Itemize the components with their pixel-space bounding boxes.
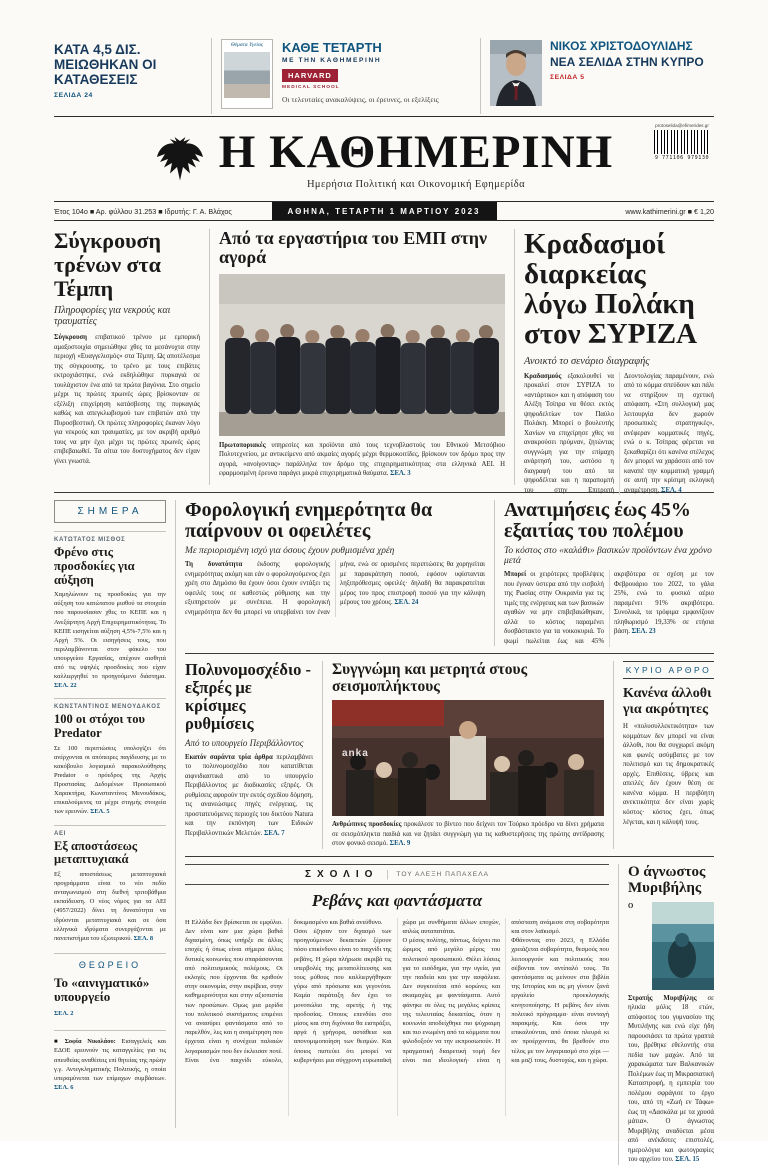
prices-body: Μπορεί οι χειρότερες προβλέψεις που έγιναν ύστερα από την εισβολή της Ρωσίας στην Ουκρανία για τις τιμές της ενέργειας και των βασικών αγαθών να μην επιβεβαιώθηκαν, αλλά το κόστος παραμένει δυσβάστακτο για τα νοικοκυριά. Το ψωμί πωλείται έως και 45% ακριβότερα σε σχέση με τον Φεβρουάριο του 2022, το γάλα 25%, ενώ το φυσικό αέριο παραμένει 91% ακριβότερο. Συνολικά, τα τρόφιμα εμφανίζουν πληθωρισμό 19,33% σε ετήσια βάση. ΣΕΛ. 23 xyxy=(504,571,714,645)
promo-deposits-page: ΣΕΛΙΔΑ 24 xyxy=(54,92,93,100)
sidebar-brief-nikolaou xyxy=(54,1030,166,1092)
simera-sidebar xyxy=(54,500,166,1128)
quake-caption: Ανθρώπινες προσδοκίες προκάλεσε το βίντεο που δείχνει τον Τούρκο πρόεδρο να δίνει χρήματα σε σεισμόπληκτα παιδιά και να ζητάει συγγνώμη για τις καθυστερήσεις της πρώτης αντίδρασης στον φονικό σεισμό. ΣΕΛ. 9 xyxy=(332,821,604,848)
promo-christodoulides-name: ΝΙΚΟΣ ΧΡΙΣΤΟΔΟΥΛΙΔΗΣ xyxy=(550,39,693,53)
divider xyxy=(175,500,176,1128)
polakis-page-ref: ΣΕΛ. 4 xyxy=(661,486,682,494)
insert-cover-image xyxy=(224,52,270,98)
emp-page-ref: ΣΕΛ. 3 xyxy=(390,470,411,478)
page-ref: ΣΕΛ. 24 xyxy=(394,599,419,607)
prices-subhead: Το κόστος στο «καλάθι» βασικών προϊόντων ένα χρόνο μετά xyxy=(504,546,712,567)
harvard-badge: HARVARD xyxy=(282,69,338,82)
editorial xyxy=(623,661,714,849)
commentary-byline: ΤΟΥ ΑΛΕΞΗ ΠΑΠΑΧΕΛΑ xyxy=(396,870,489,878)
myrivilis-body: Ο Στρατής Μυριβήλης σε ηλικία μόλις 18 ετών, απόφοιτος του γυμνασίου της Μυτιλήνης και ενώ είχε ήδη παρουσιάσει τα πρώτα γραπτά του, βρέθηκε εθελοντής στα πεδία των μαχών. Από τα χαρακώματα των Βαλκανικών Πολέμων έως τη Μικρασιατική Καταστροφή, η εμπειρία του πολέμου σφράγισε το έργο του, από τη «Ζωή εν Τάφω» έως τη «Δασκάλα με τα χρυσά μάτια». Ο άγνωστος Μυριβήλης αναδύεται μέσα από ανέκδοτες επιστολές, ημερολόγια και φωτογραφίες του αρχείου του. ΣΕΛ. 15 xyxy=(628,902,714,1164)
promo-christodoulides-title: ΝΕΑ ΣΕΛΙΔΑ ΣΤΗΝ ΚΥΠΡΟ xyxy=(550,54,704,69)
promo-christodoulides-page: ΣΕΛΙΔΑ 5 xyxy=(550,73,585,81)
divider xyxy=(514,229,515,485)
top-promo-strip xyxy=(54,38,714,114)
band-economy xyxy=(185,500,714,646)
barcode-block xyxy=(650,123,714,161)
divider xyxy=(613,661,614,849)
tempi-headline: Σύγκρουση τρένων στα Τέμπη xyxy=(54,228,161,301)
commentary-label: ΣΧΟΛΙΟ xyxy=(304,868,379,880)
page-ref: ΣΕΛ. 8 xyxy=(133,934,154,942)
masthead-text xyxy=(218,125,614,190)
insert-title: Θέματα Υγείας xyxy=(230,42,264,48)
barcode-note: protoselida@efimerides.gr xyxy=(655,123,709,128)
eagle-logo xyxy=(155,134,205,184)
article-tax-clearance xyxy=(185,500,485,646)
quake-photo-wrap xyxy=(332,700,604,816)
editorial-headline: Κανένα άλλοθι για ακρότητες xyxy=(623,686,712,717)
commentary-body: Η Ελλάδα δεν βρίσκεται σε εμφύλιο. Δεν είναι καν μια χώρα βαθιά διχασμένη, όπως υπήρξε σε άλλες εποχές ή όπως είναι σήμερα άλλες δυτικές κοινωνίες που σπαράσσονται από πολιτισμικούς πολέμους. Οι εκλογές που έρχονται θα κριθούν στην οικονομία, στην ακρίβεια, στην καθημερινότητα και στην αξιοπιστία των προσώπων. Ομως μια μερίδα του πολιτικού συστήματος επιμένει να ανασύρει φαντάσματα από το παρελθόν, λες και η αναμέτρηση που έρχεται είναι η συνέχεια παλαιών λογαριασμών που δεν έκλεισαν ποτέ. Είναι ένα παιχνίδι εύκολο, δοκιμασμένο και βαθιά ανεύθυνο. Οσοι έζησαν τον διχασμό των προηγούμενων δεκαετιών ξέρουν πόσο επικίνδυνο είναι το παιχνίδι της ρεβάνς. Η χώρα πλήρωσε ακριβά τις υπερβολές της μεταπολίτευσης και τους μύθους που καλλιεργήθηκαν γύρω από πρόσωπα και γεγονότα. Καμία παράταξη δεν έχει το μονοπώλιο της αρετής ή της προδοσίας. Οποιος επενδύει στο μίσος και στη διχόνοια θα εισπράξει, αργά ή γρήγορα, αστάθεια και απονομιμοποίηση των θεσμών. Και όποιος πιστεύει ότι μπορεί να κυβερνήσει μια σύγχρονη ευρωπαϊκή χώρα με συνθήματα άλλων εποχών, απλώς αυταπατάται. Ο μέσος πολίτης, πάντως, δείχνει πιο ώριμος από μεγάλο μέρος του πολιτικού προσωπικού. Θέλει λύσεις για το εισόδημα, για την υγεία, για την παιδεία και για την ασφάλεια. Δεν συγκινείται από κορώνες και σκιαμαχίες με φαντάσματα. Αυτό φάνηκε σε όλες τις μεγάλες κρίσεις της τελευταίας δεκαετίας, όταν η κοινωνία αποδείχθηκε πιο ψύχραιμη και πιο ενωμένη από τα κόμματα που φιλοδοξούν να την εκπροσωπούν. Η πραγματική διαιρετική τομή δεν είναι πια ιδεολογική· είναι η απόσταση ανάμεσα στη σοβαρότητα και στον λαϊκισμό. Φθάνοντας στο 2023, η Ελλάδα χρειάζεται σοβαρότητα, θεσμούς που λειτουργούν και πολιτικούς που σέβονται τον αντίπαλό τους. Τα φαντάσματα ας μείνουν στα βιβλία της Ιστορίας και ας μη γίνουν ξανά εργαλείο προεκλογικής κινητοποίησης. Η ρεβάνς δεν είναι πολιτικό πρόγραμμα· είναι συνταγή παρακμής. Και όσοι την επικαλούνται, από όποια πλευρά κι αν προέρχονται, θα βρεθούν στο τέλος με τον λογαριασμό στο χέρι — και μαζί τους, δυστυχώς, και η χώρα. xyxy=(185,918,609,1064)
band-rule xyxy=(185,856,714,857)
harvard-badge-sub: MEDICAL SCHOOL xyxy=(282,85,340,90)
tax-body: Τη δυνατότητα έκδοσης φορολογικής ενημερότητας ακόμη και εάν ο φορολογούμενος έχει χρέη στο Δημόσιο θα έχουν όσοι έχουν εντάξει τις οφειλές τους σε καθεστώς ρύθμισης και την εξυπηρετούν με συνέπεια. Η φορολογική ενημερότητα δεν θα μπορεί να υπερβαίνει τον έναν μήνα, ενώ σε ορισμένες περιπτώσεις θα χορηγείται με παρακράτηση ποσού, εφόσον υφίστανται ληξιπρόθεσμες οφειλές· δηλαδή θα παρακρατείται μέρος του προς επιστροφή ποσού για την κάλυψη μέρους του χρέους. ΣΕΛ. 24 xyxy=(185,561,485,616)
article-myrivilis xyxy=(628,864,714,1165)
promo-deposits xyxy=(54,38,202,99)
myrivilis-headline: Ο άγνωστος Μυριβήλης xyxy=(628,863,706,897)
page-ref: ΣΕΛ. 5 xyxy=(90,808,110,816)
article-omnibus-bill xyxy=(185,661,313,849)
polakis-subhead: Ανοικτό το σενάριο διαγραφής xyxy=(524,355,650,367)
omnibus-body: Εκατόν σαράντα τρία άρθρα περιλαμβάνει το πολυνομοσχέδιο που κατατίθεται αιφνιδιαστικά από το υπουργείο Περιβάλλοντος με διαδικασίες εξπρές. Οι ρυθμίσεις αφορούν την εκτός σχεδίου δόμηση, τις ανανεώσιμες πηγές ενέργειας, τις προστατευόμενες περιοχές του δικτύου Natura και την εκπόνηση των Ειδικών Περιβαλλοντικών Μελετών. ΣΕΛ. 7 xyxy=(185,753,313,837)
promo-health-kicker-sub: ΜΕ ΤΗΝ ΚΑΘΗΜΕΡΙΝΗ xyxy=(282,57,382,64)
bullet-icon xyxy=(54,1038,65,1045)
sidebar-item-label: ΚΑΤΩΤΑΤΟΣ ΜΙΣΘΟΣ xyxy=(54,537,126,543)
lower-main xyxy=(185,499,714,1164)
sidebar-item-body: Εξ αποστάσεως μεταπτυχιακά προγράμματα είναι το νέο πεδίο ανταγωνισμού στη διεθνή τριτοβάθμια εκπαίδευση. Ο νέος νόμος για τα ΑΕΙ (4957/2022) δίνει τη δυνατότητα να ιδρύονται μεταπτυχιακά και σε όσα ελληνικά ιδρύματα συνεργάζονται με πανεπιστήμια του εξωτερικού. ΣΕΛ. 8 xyxy=(54,871,166,942)
divider xyxy=(494,500,495,646)
page-ref: ΣΕΛ. 23 xyxy=(631,628,656,636)
sidebar-theoreio xyxy=(54,953,166,1018)
sidebar-item-aei xyxy=(54,825,166,943)
masthead xyxy=(54,117,714,201)
promo-health-text xyxy=(282,39,439,109)
omnibus-subhead: Από το υπουργείο Περιβάλλοντος xyxy=(185,737,304,748)
simera-box: ΣΗΜΕΡΑ xyxy=(54,500,166,523)
dateline-date: ΑΘΗΝΑ, ΤΕΤΑΡΤΗ 1 ΜΑΡΤΙΟΥ 2023 xyxy=(272,202,497,220)
promo-health-subtitle: Οι τελευταίες ανακαλύψεις, οι έρευνες, οι εξελίξεις xyxy=(282,95,439,104)
article-tempi xyxy=(54,229,200,485)
sidebar-item-headline: Εξ αποστάσεως μεταπτυχιακά xyxy=(54,838,138,867)
band-bottom xyxy=(185,864,714,1165)
tempi-subhead: Πληροφορίες για νεκρούς και τραυματίες xyxy=(54,305,171,328)
promo-health-kicker: ΚΑΘΕ ΤΕΤΑΡΤΗ xyxy=(282,40,382,55)
emp-group-photo xyxy=(219,274,505,436)
divider xyxy=(211,38,212,114)
sidebar-item-minimum-wage xyxy=(54,531,166,690)
promo-health-insert xyxy=(221,38,471,109)
article-emp xyxy=(219,229,505,485)
sidebar-item-label: ΑΕΙ xyxy=(54,830,67,837)
dateline-issue: Έτος 104ο ■ Αρ. φύλλου 31.253 ■ Ιδρυτής: Γ. Α. Βλάχος xyxy=(54,206,232,216)
sidebar-item-label: ΚΩΝΣΤΑΝΤΙΝΟΣ ΜΕΝΟΥΔΑΚΟΣ xyxy=(54,704,161,711)
newspaper-tagline: Ημερήσια Πολιτική και Οικονομική Εφημερίδα xyxy=(306,178,526,190)
tempi-body: Σύγκρουση επιβατικού τρένου με εμπορική αμαξοστοιχία σημειώθηκε χθες τα μεσάνυχτα στην περιοχή «Ευαγγελισμός» στα Τέμπη. Ως αποτέλεσμα της σύγκρουσης, το τρένο με τους επιβάτες εκτροχιάστηκε, ενώ εκδηλώθηκε πυρκαγιά σε τουλάχιστον ένα από τα πρώτα βαγόνια. Στο σημείο μέχρι τις πρώτες πρωινές ώρες βρίσκονταν σε εξέλιξη επιχείρηση κατάσβεσης της πυρκαγιάς καθώς και απεγκλωβισμού των επιβατών από την Πυροσβεστική. Οι πρώτες πληροφορίες έκαναν λόγο για νεκρούς και τραυματίες, με τον ακριβή αριθμό τους να μην έχει μέχρι τις πρώτες πρωινές ώρες επιβεβαιωθεί. Τα αίτια του δυστυχήματος δεν είχαν γίνει γνωστά. xyxy=(54,334,200,465)
lead-band xyxy=(54,228,714,494)
commentary-header xyxy=(185,864,609,885)
tax-subhead: Με περιορισμένη ισχύ για όσους έχουν ρυθμισμένα χρέη xyxy=(185,546,395,557)
sidebar-item-body: Χαμηλώνουν τις προσδοκίες για την αύξηση του κατώτατου μισθού τα στοιχεία που παρουσίασαν χθες το ΚΕΠΕ και η Ανεξάρτητη Αρχή Επιχειρηματικότητας. Το ΚΕΠΕ εισηγείται αύξηση 4,5%-7,5% και η Αρχή 5%. Οι εισηγήσεις τους, που περιλαμβάνονται στον φάκελο του υπουργείου Εργασίας, απέχουν αισθητά από τις υψηλές προσδοκίες που είχαν καλλιεργηθεί το προηγούμενο διάστημα. ΣΕΛ. 22 xyxy=(54,591,166,690)
christodoulides-photo xyxy=(490,40,542,106)
emp-kicker: Από τα εργαστήρια του ΕΜΠ στην αγορά xyxy=(219,228,488,267)
article-polakis xyxy=(524,228,714,494)
polakis-body: Κραδασμούς εξακολουθεί να προκαλεί στον ΣΥΡΙΖΑ το «αντάρτικο» και η απόφαση του Αλέξη Τσίπρα να θέσει εκτός ψηφοδελτίων τον Παύλο Πολάκη. Μπορεί ο βουλευτής Χανίων να επιχείρησε χθες να ανακρούσει πρύμναν, ζητώντας συγγνώμη για την επίμαχη ανάρτησή του, ωστόσο η διαγραφή του από τα ψηφοδέλτια και η παραπομπή του στην Επιτροπή Δεοντολογίας παραμένουν, ενώ από το κόμμα σπεύδουν και πάλι να στηρίξουν τη σχετική απόφαση. «Στη συλλογική μας λειτουργία δεν χωρούν προσωπικές στρατηγικές», ανέφεραν κομματικές πηγές, ενώ ο κ. Τσίπρας φέρεται να ξεκαθαρίζει ότι κανένα στέλεχος δεν μπορεί να χαράσσει από τον καναπέ την κομματική γραμμή σε αυτή την κρίσιμη εκλογική αναμέτρηση. ΣΕΛ. 4 xyxy=(524,372,714,494)
page-ref: ΣΕΛ. 22 xyxy=(54,682,77,690)
page-ref: ΣΕΛ. 6 xyxy=(54,1083,74,1091)
myrivilis-painting xyxy=(652,902,714,990)
theoreio-headline: Το «αινιγματικό» υπουργείο xyxy=(54,974,150,1005)
omnibus-headline: Πολυνομοσχέδιο - εξπρές με κρίσιμες ρυθμίσεις xyxy=(185,660,311,734)
insert-thumbnail xyxy=(221,39,273,109)
editorial-body: Η «πολυσυλλεκτικότητα» των κομμάτων δεν μπορεί να είναι άλλοθι, που θα συγχωρεί ακόμη και φωνές ασύμβατες με τον πολιτισμό και τις δημοκρατικές αρχές. Επιθέσεις, ύβρεις και απειλές δεν έχουν θέση σε κανένα κόμμα. Η περιβόητη ανεκτικότητα δεν είναι χωρίς κόστος· κόστος έχει, όπως λέγεται, και η κάλυψή τους. xyxy=(623,723,714,826)
promo-christodoulides-text xyxy=(550,40,704,106)
theoreio-page: ΣΕΛ. 2 xyxy=(54,1009,74,1017)
article-quake xyxy=(332,661,604,849)
sidebar-item-body: Σε 100 περιπτώσεις υπολογίζει ότι ανέρχονται οι απόπειρες παγίδευσης με το κακόβουλο λογισμικό παρακολούθησης Predator ο πρόεδρος της Αρχής Προστασίας Δεδομένων Προσωπικού Χαρακτήρα, Κωνσταντίνος Μενουδάκος, επικαλούμενος τα μέχρι στιγμής στοιχεία των ερευνών. ΣΕΛ. 5 xyxy=(54,744,166,816)
editorial-label: ΚΥΡΙΟ ΑΡΘΡΟ xyxy=(623,661,714,679)
sidebar-item-headline: Φρένο στις προσδοκίες για αύξηση xyxy=(54,545,135,587)
theoreio-label: ΘΕΩΡΕΙΟ xyxy=(78,959,142,970)
emp-caption: Πρωτοποριακές υπηρεσίες και προϊόντα από τους τεχνοβλαστούς του Εθνικού Μετσόβιου Πολυτεχνείου, με αντικείμενο από ακμαίες αγορές μέχρι θερμοκοιτίδες, βρίσκουν τον δρόμο προς την αγορά, «ανοίγοντας» παράλληλα τον δρόμο της επιχειρηματικότητας στα ελληνικά ΑΕΙ. Η εφαρμοσμένη έρευνα παράγει μικρά επιχειρηματικά θαύματα. ΣΕΛ. 3 xyxy=(219,441,505,478)
divider xyxy=(618,864,619,1165)
prices-headline: Ανατιμήσεις έως 45% εξαιτίας του πολέμου xyxy=(504,499,691,543)
barcode-image xyxy=(654,130,710,154)
commentary-headline: Ρεβάνς και φαντάσματα xyxy=(311,890,483,910)
photo-watermark: anka xyxy=(342,748,369,760)
page-ref: ΣΕΛ. 7 xyxy=(263,829,285,837)
barcode-digits: 9 771106 979130 xyxy=(654,155,710,161)
divider xyxy=(480,38,481,114)
band-rule xyxy=(185,653,714,654)
page-ref: ΣΕΛ. 15 xyxy=(675,1156,700,1164)
promo-deposits-title: ΚΑΤΑ 4,5 ΔΙΣ. ΜΕΙΩΘΗΚΑΝ ΟΙ ΚΑΤΑΘΕΣΕΙΣ xyxy=(54,42,157,88)
polakis-headline: Κραδασμοί διαρκείας λόγω Πολάκη στον ΣΥΡΙΖΑ xyxy=(524,228,698,351)
dateline-price: www.kathimerini.gr ■ € 1,20 xyxy=(625,206,714,216)
page-ref: ΣΕΛ. 9 xyxy=(389,840,411,848)
sidebar-item-headline: 100 οι στόχοι του Predator xyxy=(54,712,145,741)
brief-body: ■ Σοφία Νικολάου: Εισαγγελείς και ΕΔΟΕ ερευνούν τις καταγγελίες για τις απευθείας αναθέσεις επί θητείας της πρώην γ.γ. Αντεγκληματικής Πολιτικής, η οποία υπεραμύνεται των επίμαχων συμβάσεων. ΣΕΛ. 6 xyxy=(54,1037,166,1092)
quake-headline: Συγγνώμη και μετρητά στους σεισμοπλήκτους xyxy=(332,661,528,696)
tax-headline: Φορολογική ενημερότητα θα παίρνουν οι οφειλέτες xyxy=(185,499,433,543)
article-price-hikes xyxy=(504,500,714,646)
dateline xyxy=(54,201,714,221)
divider xyxy=(209,229,210,485)
quake-crowd-photo xyxy=(332,700,604,816)
newspaper-title: Η ΚΑΘΗΜΕΡΙΝΗ xyxy=(218,125,614,178)
promo-christodoulides xyxy=(490,38,714,106)
sidebar-item-predator xyxy=(54,698,166,816)
commentary-column xyxy=(185,864,609,1165)
divider xyxy=(322,661,323,849)
divider: | xyxy=(386,868,389,880)
lower-region xyxy=(54,499,714,1164)
band-middle xyxy=(185,661,714,849)
